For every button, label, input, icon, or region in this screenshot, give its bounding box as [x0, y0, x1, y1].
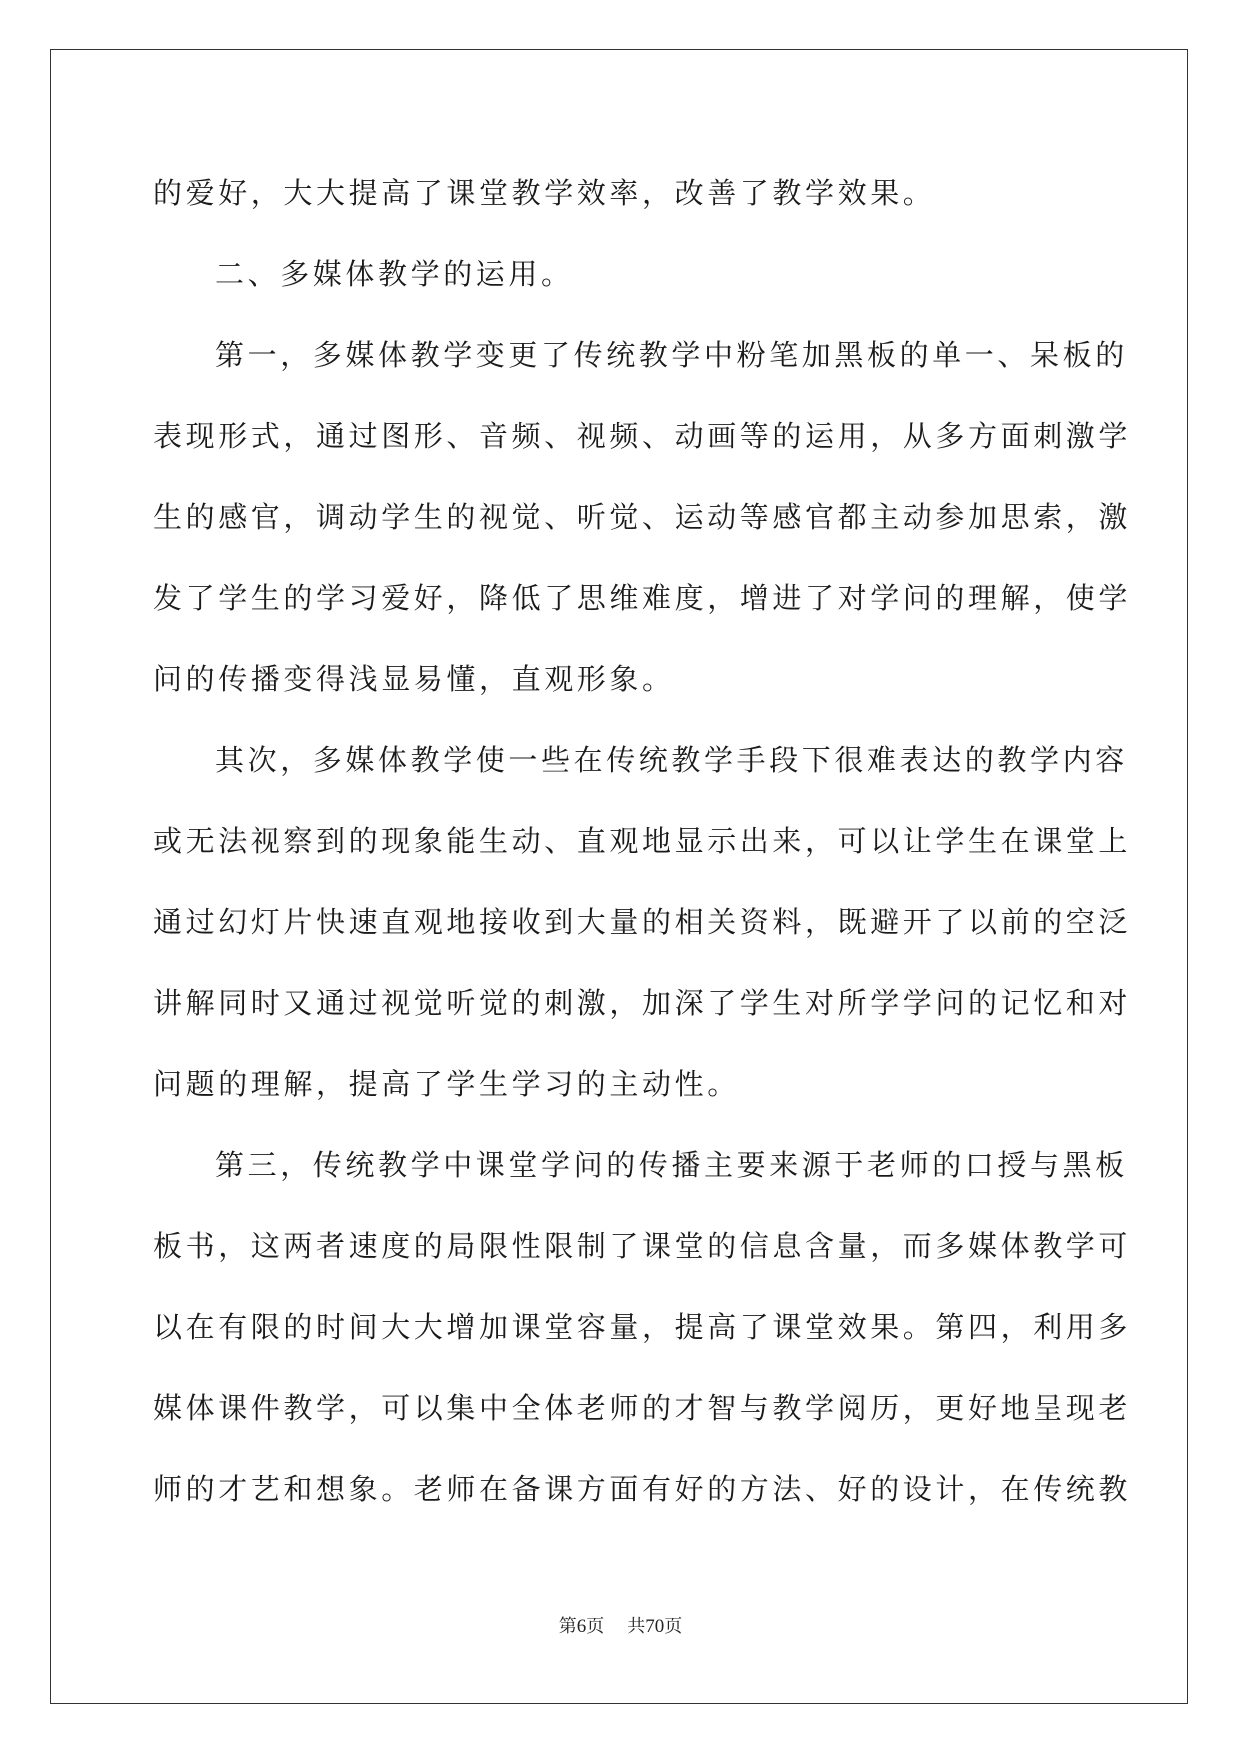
text-line: 或无法视察到的现象能生动、直观地显示出来，可以让学生在课堂上	[153, 824, 1132, 858]
text-line: 通过幻灯片快速直观地接收到大量的相关资料，既避开了以前的空泛	[153, 905, 1132, 939]
text-line: 生的感官，调动学生的视觉、听觉、运动等感官都主动参加思索，激	[153, 500, 1132, 534]
text-line: 其次，多媒体教学使一些在传统教学手段下很难表达的教学内容	[215, 743, 1128, 777]
text-line: 问题的理解，提高了学生学习的主动性。	[153, 1067, 740, 1101]
page-footer	[0, 1612, 1241, 1638]
text-line: 第一，多媒体教学变更了传统教学中粉笔加黑板的单一、呆板的	[215, 338, 1128, 372]
page-suffix: 页	[586, 1616, 605, 1637]
text-line: 的爱好，大大提高了课堂教学效率，改善了教学效果。	[153, 176, 936, 210]
text-line: 表现形式，通过图形、音频、视频、动画等的运用，从多方面刺激学	[153, 419, 1132, 453]
total-suffix: 页	[664, 1616, 683, 1637]
total-prefix: 共	[627, 1616, 646, 1637]
text-line: 板书，这两者速度的局限性限制了课堂的信息含量，而多媒体教学可	[153, 1229, 1132, 1263]
section-heading: 二、多媒体教学的运用。	[215, 257, 574, 291]
text-line: 问的传播变得浅显易懂，直观形象。	[153, 662, 675, 696]
text-line: 第三，传统教学中课堂学问的传播主要来源于老师的口授与黑板	[215, 1148, 1128, 1182]
text-line: 师的才艺和想象。老师在备课方面有好的方法、好的设计，在传统教	[153, 1472, 1132, 1506]
text-line: 以在有限的时间大大增加课堂容量，提高了课堂效果。第四，利用多	[153, 1310, 1132, 1344]
text-line: 讲解同时又通过视觉听觉的刺激，加深了学生对所学学问的记忆和对	[153, 986, 1132, 1020]
text-line: 媒体课件教学，可以集中全体老师的才智与教学阅历，更好地呈现老	[153, 1391, 1132, 1425]
page-prefix: 第	[558, 1616, 577, 1637]
text-line: 发了学生的学习爱好，降低了思维难度，增进了对学问的理解，使学	[153, 581, 1132, 615]
page-number: 6	[576, 1616, 587, 1637]
page-total: 70	[645, 1616, 665, 1637]
document-body	[153, 163, 1132, 1540]
